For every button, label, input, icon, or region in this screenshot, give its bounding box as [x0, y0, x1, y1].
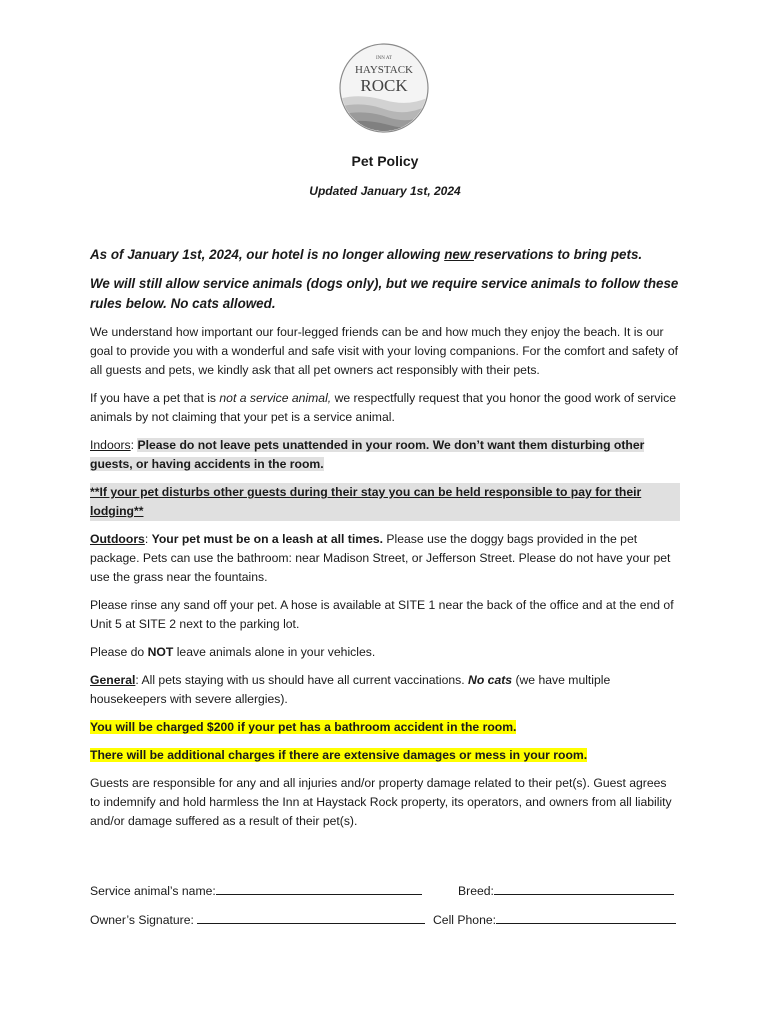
inn-at-haystack-rock-logo	[339, 43, 429, 133]
logo-icon	[339, 43, 429, 133]
vehicles-paragraph	[90, 643, 680, 662]
vehicles-bold: NOT	[147, 645, 174, 659]
service-animal-paragraph	[90, 389, 680, 427]
charge-accident	[90, 718, 680, 737]
service-note-before: If you have a pet that is	[90, 391, 220, 405]
lead1-before: As of January 1st, 2024, our hotel is no longer allowing	[90, 247, 445, 262]
liability-paragraph: Guests are responsible for any and all injuries and/or property damage related to their pet(s). Guest agrees to indemnify and hold harmless the Inn at Haystack Rock property, its operators, and owners from all liability and/or damage suffered as a result of their pet(s).	[90, 776, 672, 828]
cell-phone-field[interactable]	[496, 909, 676, 924]
general-after: (we have multiple housekeepers with severe allergies).	[90, 673, 611, 706]
outdoors-colon: :	[144, 532, 152, 546]
animal-name-row	[90, 880, 422, 901]
lead1-after: reservations to bring pets.	[473, 247, 643, 262]
vehicles-before: Please do	[90, 645, 148, 659]
charge-damages	[90, 746, 680, 765]
breed-field[interactable]	[494, 880, 674, 895]
general-colon: :	[135, 673, 142, 687]
updated-date: Updated January 1st, 2024	[309, 184, 461, 198]
service-animals-notice: We will still allow service animals (dogs only), but we require service animals to follow these rules below. No cats allowed.	[90, 276, 679, 311]
indoors-label: Indoors	[90, 438, 131, 452]
no-new-pets-notice	[90, 245, 680, 265]
general-paragraph	[90, 671, 680, 709]
general-label: General	[90, 673, 136, 687]
lead1-underlined: new	[444, 247, 474, 262]
service-note-italic: not a service animal,	[219, 391, 332, 405]
cell-phone-row	[433, 909, 676, 930]
rinse-paragraph: Please rinse any sand off your pet. A hose is available at SITE 1 near the back of the office and at the end of Unit 5 at SITE 2 next to the parking lot.	[90, 598, 674, 631]
service-note-after: we respectfully request that you honor the good work of service animals by not claiming that your pet is a service animal.	[90, 391, 677, 424]
animal-name-field[interactable]	[216, 880, 422, 895]
intro-paragraph: We understand how important our four-legged friends can be and how much they enjoy the beach. It is our goal to provide you with a wonderful and safe visit with your loving companions. For the comfort and safety of all guests and pets, we kindly ask that all pet owners act responsibly with their pets.	[90, 325, 679, 377]
policy-body	[90, 245, 680, 840]
vehicles-after: leave animals alone in your vehicles.	[173, 645, 376, 659]
outdoors-bold: Your pet must be on a leash at all times.	[151, 532, 384, 546]
disturb-note: **If your pet disturbs other guests during their stay you can be held responsible to pay for their lodging**	[90, 483, 680, 521]
logo-line2: HAYSTACK	[354, 64, 414, 76]
outdoors-paragraph	[90, 530, 680, 587]
outdoors-label: Outdoors	[90, 532, 145, 546]
charge-damages-text: There will be additional charges if there are extensive damages or mess in your room.	[90, 748, 588, 762]
logo-line3: ROCK	[360, 76, 408, 95]
general-before: All pets staying with us should have all current vaccinations.	[141, 673, 469, 687]
cell-phone-label: Cell Phone:	[433, 913, 497, 927]
animal-name-label: Service animal’s name:	[90, 884, 216, 898]
charge-accident-text: You will be charged $200 if your pet has a bathroom accident in the room.	[90, 720, 517, 734]
breed-row	[458, 880, 674, 901]
breed-label: Breed:	[458, 884, 494, 898]
signature-label: Owner’s Signature:	[90, 913, 198, 927]
signature-row	[90, 909, 425, 930]
indoors-paragraph	[90, 436, 680, 474]
general-bold-italic: No cats	[468, 673, 513, 687]
signature-field[interactable]	[197, 909, 425, 924]
logo-line1: INN AT	[376, 56, 392, 61]
indoors-text: Please do not leave pets unattended in your room. We don’t want them disturbing other guests, or having accidents in the room.	[90, 438, 645, 471]
outdoors-text: Please use the doggy bags provided in the pet package. Pets can use the bathroom: near Madison Street, or Jefferson Street. Please do not have your pet use the grass near the fountains.	[90, 532, 671, 584]
indoors-colon: :	[130, 438, 138, 452]
page-title: Pet Policy	[351, 153, 419, 169]
